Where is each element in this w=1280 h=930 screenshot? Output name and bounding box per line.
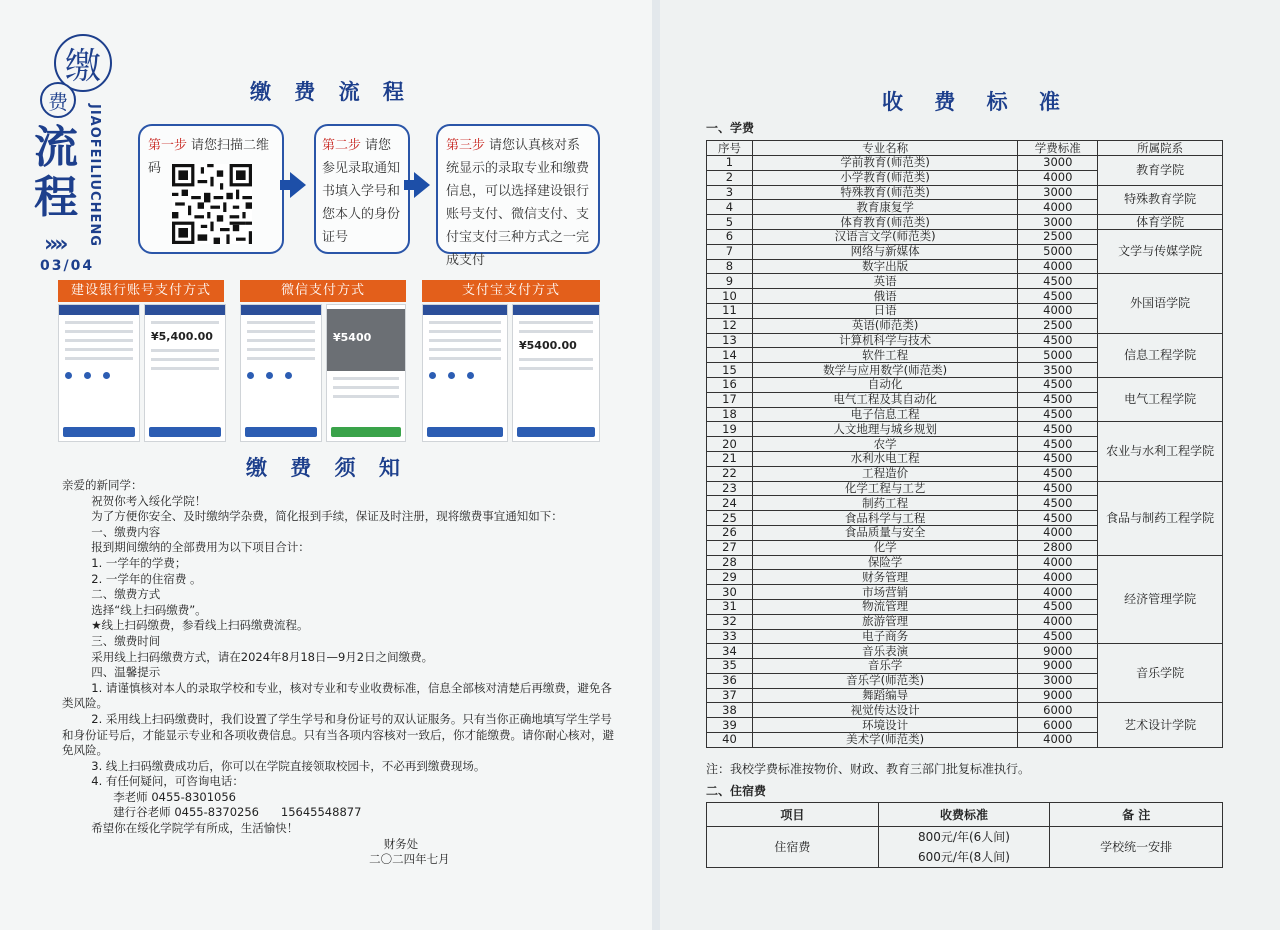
banner-char-1: 流	[34, 122, 78, 173]
table-row	[707, 229, 1223, 244]
table-row	[707, 156, 1223, 171]
tuition-fee: 3000	[1018, 156, 1098, 171]
step-3-label: 第三步	[446, 138, 486, 153]
major-name: 美术学(师范类)	[752, 733, 1017, 748]
tuition-table-header	[707, 141, 1223, 156]
row-number: 22	[707, 466, 753, 481]
row-number: 1	[707, 156, 753, 171]
step-1-label: 第一步	[148, 138, 188, 153]
major-name: 食品科学与工程	[752, 511, 1017, 526]
tuition-fee: 4000	[1018, 585, 1098, 600]
row-number: 27	[707, 540, 753, 555]
row-number: 9	[707, 274, 753, 289]
major-name: 软件工程	[752, 348, 1017, 363]
notice-line: 4. 有任何疑问，可咨询电话：	[62, 774, 244, 789]
row-number: 11	[707, 303, 753, 318]
step-1-box	[138, 124, 284, 254]
row-number: 23	[707, 481, 753, 496]
row-number: 37	[707, 688, 753, 703]
tuition-fee: 3500	[1018, 363, 1098, 378]
banner-char-2: 程	[34, 172, 78, 223]
tuition-fee: 4000	[1018, 614, 1098, 629]
table-row	[707, 333, 1223, 348]
dorm-col-item: 项目	[707, 803, 879, 827]
notice-line: 希望你在绥化学院学有所成，生活愉快！	[62, 821, 299, 836]
table-row	[707, 481, 1223, 496]
department-name: 体育学院	[1098, 215, 1223, 230]
notice-line: 建行谷老师 0455-8370256 15645548877	[62, 805, 362, 820]
col-header-number: 序号	[707, 141, 753, 156]
tuition-fee: 4500	[1018, 466, 1098, 481]
pay-method-alipay-header: 支付宝支付方式	[422, 280, 600, 302]
tuition-fee: 9000	[1018, 688, 1098, 703]
dorm-fee-8: 600元/年(8人间)	[918, 850, 1010, 864]
row-number: 8	[707, 259, 753, 274]
row-number: 36	[707, 673, 753, 688]
major-name: 旅游管理	[752, 614, 1017, 629]
payment-notice	[62, 478, 622, 868]
wechat-phone-screen-1	[240, 304, 322, 442]
fee-standard-title: 收 费 标 准	[882, 90, 1072, 114]
tuition-fee: 4500	[1018, 377, 1098, 392]
row-number: 4	[707, 200, 753, 215]
tuition-fee: 4500	[1018, 274, 1098, 289]
tuition-fee: 9000	[1018, 659, 1098, 674]
tuition-fee: 3000	[1018, 673, 1098, 688]
row-number: 39	[707, 718, 753, 733]
tuition-fee: 4500	[1018, 422, 1098, 437]
row-number: 17	[707, 392, 753, 407]
notice-line: 1. 一学年的学费；	[62, 555, 187, 570]
tuition-fee: 4000	[1018, 200, 1098, 215]
row-number: 21	[707, 451, 753, 466]
major-name: 计算机科学与技术	[752, 333, 1017, 348]
row-number: 19	[707, 422, 753, 437]
major-name: 汉语言文学(师范类)	[752, 229, 1017, 244]
notice-line: 3. 线上扫码缴费成功后，你可以在学院直接领取校园卡，不必再到缴费现场。	[62, 758, 486, 773]
row-number: 33	[707, 629, 753, 644]
major-name: 电气工程及其自动化	[752, 392, 1017, 407]
alipay-phone-screen-1	[422, 304, 508, 442]
row-number: 38	[707, 703, 753, 718]
step-3-text: 请您认真核对系统显示的录取专业和缴费信息，可以选择建设银行账号支付、微信支付、支付宝支付三种方式之一完成支付	[446, 138, 590, 268]
ccb-amount: ¥5,400.00	[151, 330, 213, 343]
dorm-section-heading: 二、住宿费	[706, 784, 767, 798]
table-row	[707, 827, 1223, 868]
tuition-fee: 2500	[1018, 229, 1098, 244]
notice-line: 一、缴费内容	[62, 524, 161, 539]
dorm-fee	[878, 827, 1050, 868]
tuition-fee: 5000	[1018, 244, 1098, 259]
row-number: 15	[707, 363, 753, 378]
table-row	[707, 422, 1223, 437]
major-name: 化学	[752, 540, 1017, 555]
department-name: 电气工程学院	[1098, 377, 1223, 421]
major-name: 日语	[752, 303, 1017, 318]
department-name: 外国语学院	[1098, 274, 1223, 333]
row-number: 35	[707, 659, 753, 674]
tuition-fee: 4000	[1018, 259, 1098, 274]
row-number: 34	[707, 644, 753, 659]
major-name: 食品质量与安全	[752, 525, 1017, 540]
wechat-amount: ¥5400	[333, 331, 372, 344]
major-name: 数学与应用数学(师范类)	[752, 363, 1017, 378]
ccb-phone-screen-2	[144, 304, 226, 442]
notice-line: 四、温馨提示	[62, 665, 161, 680]
banner-small-circle-char: 费	[40, 82, 76, 118]
row-number: 16	[707, 377, 753, 392]
notice-line: 采用线上扫码缴费方式，请在2024年8月18日—9月2日之间缴费。	[62, 649, 434, 664]
notice-line: 李老师 0455-8301056	[62, 789, 236, 804]
major-name: 教育康复学	[752, 200, 1017, 215]
tuition-fee: 4500	[1018, 511, 1098, 526]
process-title: 缴 费 流 程	[250, 80, 412, 104]
major-name: 工程造价	[752, 466, 1017, 481]
major-name: 制药工程	[752, 496, 1017, 511]
notice-line: 报到期间缴纳的全部费用为以下项目合计：	[62, 540, 310, 555]
page-number: 03/04	[40, 258, 95, 274]
tuition-fee: 4500	[1018, 333, 1098, 348]
notice-line: ★线上扫码缴费，参看线上扫码缴费流程。	[62, 618, 309, 633]
tuition-fee: 4500	[1018, 289, 1098, 304]
major-name: 人文地理与城乡规划	[752, 422, 1017, 437]
step-2-text: 请您参见录取通知书填入学号和您本人的身份证号	[322, 138, 401, 245]
major-name: 网络与新媒体	[752, 244, 1017, 259]
notice-line: 1. 请谨慎核对本人的录取学校和专业，核对专业和专业收费标准，信息全部核对清楚后再缴费，避免各类风险。	[62, 680, 612, 711]
major-name: 电子信息工程	[752, 407, 1017, 422]
dorm-item: 住宿费	[707, 827, 879, 868]
notice-line: 财务处	[62, 836, 419, 851]
tuition-fee: 6000	[1018, 703, 1098, 718]
table-row	[707, 274, 1223, 289]
major-name: 电子商务	[752, 629, 1017, 644]
table-row	[707, 703, 1223, 718]
major-name: 英语(师范类)	[752, 318, 1017, 333]
notice-line: 2. 采用线上扫码缴费时，我们设置了学生学号和身份证号的双认证服务。只有当你正确地填写学生学号和身份证号后，才能显示专业和各项收费信息。只有当各项内容核对一致后，你才能缴费。请你耐心核对，避免风险。	[62, 711, 614, 758]
step-2-label: 第二步	[322, 138, 362, 153]
major-name: 市场营销	[752, 585, 1017, 600]
row-number: 5	[707, 215, 753, 230]
department-name: 农业与水利工程学院	[1098, 422, 1223, 481]
department-name: 教育学院	[1098, 156, 1223, 186]
department-name: 文学与传媒学院	[1098, 229, 1223, 273]
major-name: 特殊教育(师范类)	[752, 185, 1017, 200]
tuition-fee: 4500	[1018, 481, 1098, 496]
tuition-fee: 4000	[1018, 570, 1098, 585]
row-number: 24	[707, 496, 753, 511]
department-name: 食品与制药工程学院	[1098, 481, 1223, 555]
major-name: 水利水电工程	[752, 451, 1017, 466]
major-name: 数字出版	[752, 259, 1017, 274]
major-name: 农学	[752, 437, 1017, 452]
row-number: 25	[707, 511, 753, 526]
tuition-fee: 4500	[1018, 407, 1098, 422]
tuition-fee: 4500	[1018, 629, 1098, 644]
dorm-remark: 学校统一安排	[1050, 827, 1223, 868]
department-name: 特殊教育学院	[1098, 185, 1223, 215]
major-name: 音乐学	[752, 659, 1017, 674]
table-row	[707, 377, 1223, 392]
notice-title: 缴 费 须 知	[246, 456, 408, 480]
ccb-phone-screen-1	[58, 304, 140, 442]
dorm-fee-6: 800元/年(6人间)	[918, 830, 1010, 844]
row-number: 29	[707, 570, 753, 585]
tuition-fee: 4000	[1018, 170, 1098, 185]
major-name: 小学教育(师范类)	[752, 170, 1017, 185]
tuition-fee: 4000	[1018, 733, 1098, 748]
tuition-fee: 4500	[1018, 392, 1098, 407]
tuition-fee: 4500	[1018, 599, 1098, 614]
row-number: 10	[707, 289, 753, 304]
notice-line: 二、缴费方式	[62, 587, 161, 602]
major-name: 英语	[752, 274, 1017, 289]
major-name: 视觉传达设计	[752, 703, 1017, 718]
chevron-right-icon: »»	[44, 232, 65, 257]
dorm-col-remark: 备 注	[1050, 803, 1223, 827]
row-number: 28	[707, 555, 753, 570]
major-name: 音乐表演	[752, 644, 1017, 659]
step-1-text: 请您扫描二维码	[148, 138, 270, 176]
tuition-fee: 2800	[1018, 540, 1098, 555]
row-number: 18	[707, 407, 753, 422]
dorm-table-header	[707, 803, 1223, 827]
row-number: 32	[707, 614, 753, 629]
dorm-fee-table	[706, 802, 1223, 868]
qr-code-icon[interactable]	[172, 164, 252, 244]
tuition-fee: 9000	[1018, 644, 1098, 659]
alipay-amount: ¥5400.00	[519, 339, 577, 352]
tuition-fee: 3000	[1018, 215, 1098, 230]
major-name: 化学工程与工艺	[752, 481, 1017, 496]
col-header-fee: 学费标准	[1018, 141, 1098, 156]
notice-line: 亲爱的新同学：	[62, 478, 143, 492]
department-name: 艺术设计学院	[1098, 703, 1223, 747]
row-number: 30	[707, 585, 753, 600]
banner-circle-char: 缴	[54, 34, 112, 92]
col-header-major: 专业名称	[752, 141, 1017, 156]
notice-line: 三、缴费时间	[62, 633, 161, 648]
major-name: 财务管理	[752, 570, 1017, 585]
fee-note: 注：我校学费标准按物价、财政、教育三部门批复标准执行。	[706, 762, 1031, 776]
department-name: 信息工程学院	[1098, 333, 1223, 377]
major-name: 自动化	[752, 377, 1017, 392]
tuition-section-heading: 一、学费	[706, 121, 755, 135]
row-number: 3	[707, 185, 753, 200]
banner-pinyin: JIAOFEILIUCHENG	[87, 104, 102, 247]
major-name: 保险学	[752, 555, 1017, 570]
row-number: 40	[707, 733, 753, 748]
row-number: 20	[707, 437, 753, 452]
tuition-fee: 5000	[1018, 348, 1098, 363]
tuition-fee: 2500	[1018, 318, 1098, 333]
major-name: 舞蹈编导	[752, 688, 1017, 703]
row-number: 7	[707, 244, 753, 259]
alipay-phone-screen-2	[512, 304, 600, 442]
table-row	[707, 644, 1223, 659]
major-name: 体育教育(师范类)	[752, 215, 1017, 230]
tuition-fee: 4500	[1018, 437, 1098, 452]
tuition-fee: 3000	[1018, 185, 1098, 200]
tuition-fee: 4500	[1018, 496, 1098, 511]
tuition-fee: 4000	[1018, 303, 1098, 318]
major-name: 俄语	[752, 289, 1017, 304]
row-number: 2	[707, 170, 753, 185]
table-row	[707, 555, 1223, 570]
dorm-col-fee: 收费标准	[878, 803, 1050, 827]
row-number: 26	[707, 525, 753, 540]
row-number: 12	[707, 318, 753, 333]
tuition-table	[706, 140, 1223, 748]
tuition-fee: 4000	[1018, 555, 1098, 570]
table-row	[707, 215, 1223, 230]
notice-line: 选择“线上扫码缴费”。	[62, 602, 207, 617]
step-3-box	[436, 124, 600, 268]
department-name: 经济管理学院	[1098, 555, 1223, 644]
pay-method-wechat-header: 微信支付方式	[240, 280, 406, 302]
notice-line: 二〇二四年七月	[62, 852, 450, 867]
tuition-fee: 4000	[1018, 525, 1098, 540]
tuition-fee: 6000	[1018, 718, 1098, 733]
row-number: 31	[707, 599, 753, 614]
arrow-right-icon	[414, 172, 430, 198]
major-name: 学前教育(师范类)	[752, 156, 1017, 171]
table-row	[707, 185, 1223, 200]
row-number: 14	[707, 348, 753, 363]
notice-line: 2. 一学年的住宿费 。	[62, 571, 202, 586]
major-name: 环境设计	[752, 718, 1017, 733]
major-name: 音乐学(师范类)	[752, 673, 1017, 688]
wechat-phone-screen-2	[326, 304, 406, 442]
arrow-right-icon	[290, 172, 306, 198]
step-2-box	[314, 124, 410, 254]
pay-method-ccb-header: 建设银行账号支付方式	[58, 280, 224, 302]
notice-line: 为了方便你安全、及时缴纳学杂费，简化报到手续，保证及时注册，现将缴费事宜通知如下：	[62, 509, 563, 524]
col-header-department: 所属院系	[1098, 141, 1223, 156]
process-banner	[34, 34, 120, 284]
department-name: 音乐学院	[1098, 644, 1223, 703]
row-number: 13	[707, 333, 753, 348]
row-number: 6	[707, 229, 753, 244]
tuition-fee: 4500	[1018, 451, 1098, 466]
notice-line: 祝贺你考入绥化学院！	[62, 493, 207, 508]
major-name: 物流管理	[752, 599, 1017, 614]
